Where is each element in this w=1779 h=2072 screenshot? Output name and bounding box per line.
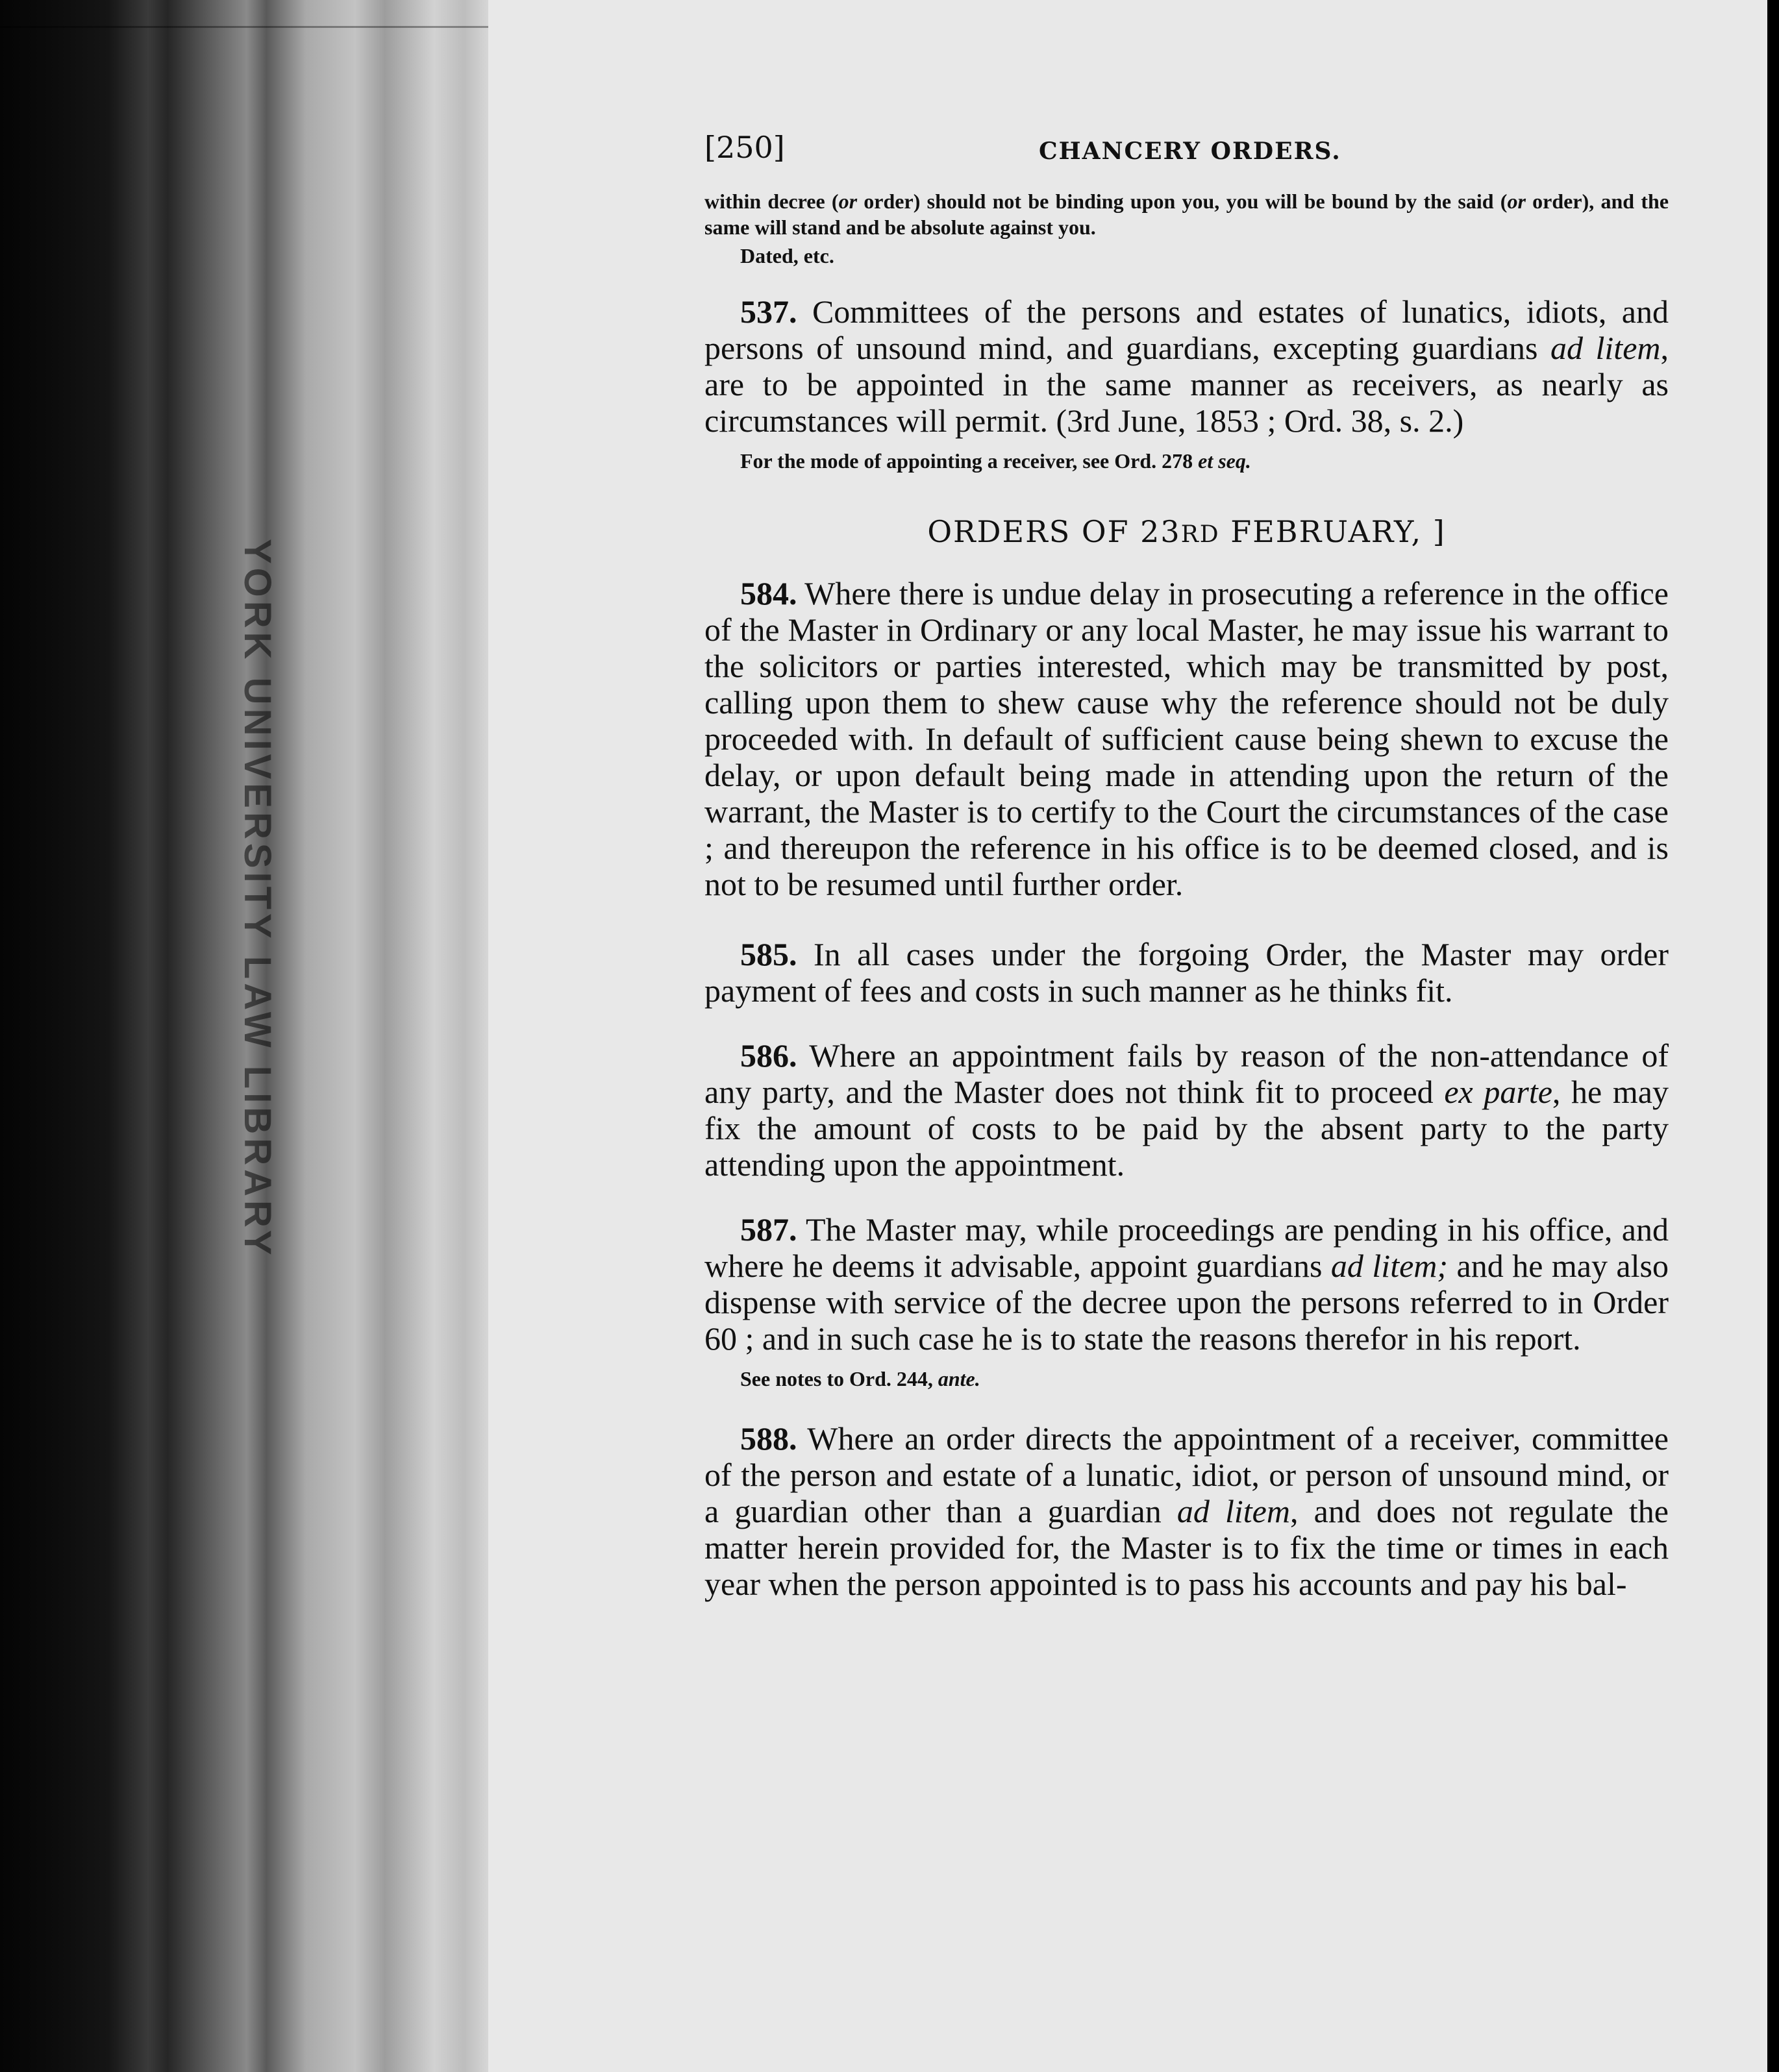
book-page-edges [0,0,493,2072]
note-italic: et seq. [1198,449,1251,473]
page-content [704,130,1669,1602]
order-588 [704,1420,1669,1602]
order-587-note [704,1366,1669,1392]
order-italic: ad litem [1176,1493,1290,1529]
order-585 [704,936,1669,1009]
order-586 [704,1037,1669,1183]
form-ending [704,188,1669,240]
order-text: and he may also dispense with service of the decree upon the persons referred to in Order 60 ; and in such case he is to state the reasons therefor in his report. [704,1248,1669,1357]
form-italic: or [838,190,858,213]
order-text: , and does not regulate the matter herein provided for, the Master is to fix the time or times in each year when the person appointed is to pass his accounts and pay his bal- [704,1493,1669,1602]
page-header [704,130,1669,188]
order-number: 587. [740,1211,797,1248]
order-text: The Master may, while proceedings are pending in his office, and where he deems it advisable, appoint guardians [704,1211,1669,1284]
order-text: Where an appointment fails by reason of the non-attendance of any party, and the Master does not think fit to proceed [704,1037,1669,1110]
running-head: CHANCERY ORDERS. [1039,138,1341,165]
order-text: , are to be appointed in the same manner as receivers, as nearly as circumstances will permit. (3rd June, 1853 ; Ord. 38, s. 2.) [704,330,1669,439]
note-italic: ante. [938,1367,980,1390]
page-edge-line [0,26,493,28]
order-italic: ex parte [1444,1074,1552,1110]
order-text: Committees of the persons and estates of lunatics, idiots, and persons of unsound mind, and guardians, excepting guardians [704,293,1669,366]
note-text: See notes to Ord. 244, [740,1367,938,1390]
order-number: 588. [740,1420,797,1457]
order-text: Where there is undue delay in prosecuting a reference in the office of the Master in Ordinary or any local Master, he may issue his warrant to the solicitors or parties interested, which may be transmitted by post, calling upon them to shew cause why the reference should not be duly proceeded with. In default of sufficient cause being shewn to excuse the delay, or upon default being made in attending upon the return of the warrant, the Master is to certify to the Court the circumstances of the case ; and thereupon the reference in his office is to be deemed closed, and is not to be resumed until further order. [704,575,1669,902]
page-number: [250] [704,130,785,165]
order-italic: ad litem; [1330,1248,1449,1284]
spine-library-stamp [221,539,299,1318]
order-537 [704,293,1669,439]
order-number: 584. [740,575,797,611]
order-text: Where an order directs the appointment of a receiver, committee of the person and estate of a lunatic, idiot, or person of unsound mind, or a guardian other than a guardian [704,1420,1669,1529]
scan-border [1767,0,1779,2072]
section-heading [704,514,1669,549]
order-537-note [704,448,1669,474]
form-text: order) should not be binding upon you, you will be bound by the said ( [857,190,1508,213]
form-dated: Dated, etc. [740,244,834,267]
order-text: , he may fix the amount of costs to be paid by the absent party to the party attending upon the appointment. [704,1074,1669,1183]
order-number: 585. [740,936,797,972]
order-number: 537. [740,293,797,330]
heading-text: FEBRUARY, ] [1219,514,1446,549]
form-italic: or [1507,190,1526,213]
heading-ordinal: RD [1180,521,1220,548]
form-text: order), and the same will stand and be absolute against you. [704,190,1669,239]
order-584 [704,575,1669,902]
form-text: within decree ( [704,190,839,213]
heading-text: ORDERS OF 23 [927,514,1181,549]
spine-stamp-text: YORK UNIVERSITY LAW LIBRARY [236,539,279,1259]
note-text: For the mode of appointing a receiver, see Ord. 278 [740,449,1199,473]
order-italic: ad litem [1550,330,1661,366]
order-587 [704,1211,1669,1357]
order-number: 586. [740,1037,797,1074]
order-text: In all cases under the forgoing Order, the Master may order payment of fees and costs in such manner as he thinks fit. [704,936,1669,1009]
